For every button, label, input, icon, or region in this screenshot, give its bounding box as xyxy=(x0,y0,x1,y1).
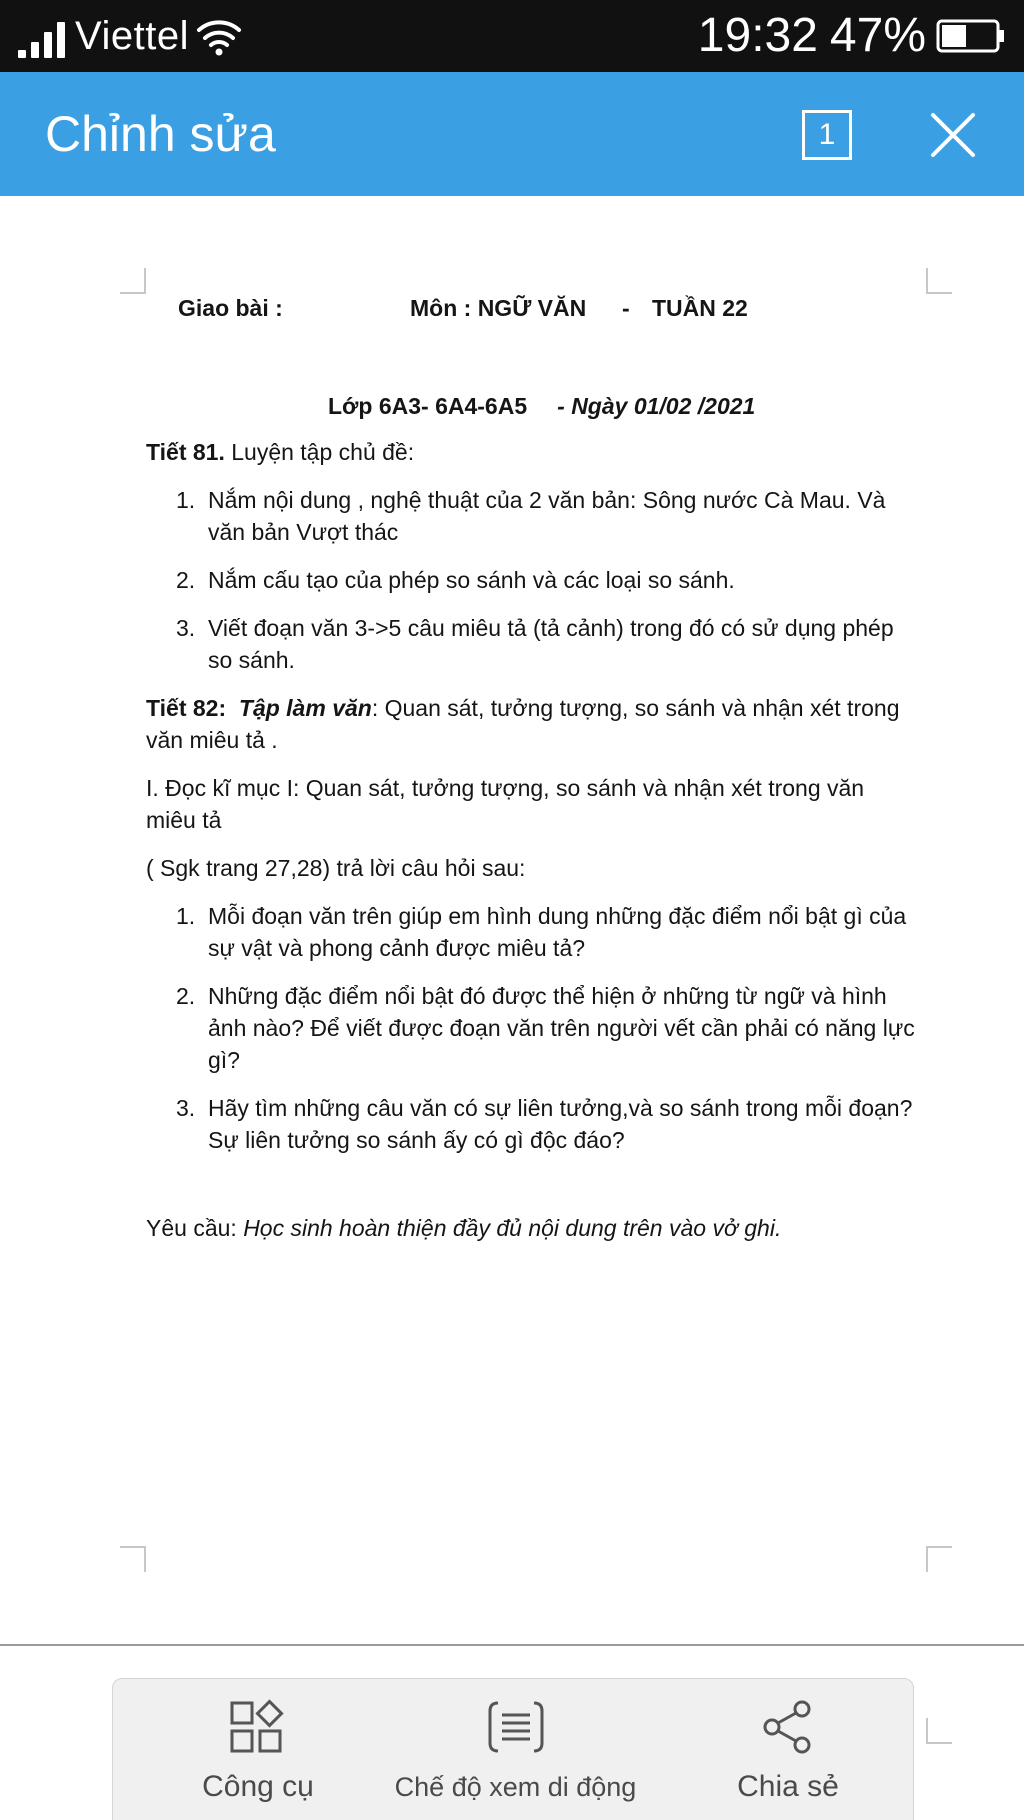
bottom-toolbar xyxy=(112,1678,914,1820)
clock: 19:32 xyxy=(697,9,818,62)
app-bar xyxy=(0,72,1024,196)
doc-ki-instruction: I. Đọc kĩ mục I: Quan sát, tưởng tượng, so sánh và nhận xét trong văn miêu tả xyxy=(146,775,865,833)
page-corner-mark xyxy=(926,1718,952,1744)
status-bar xyxy=(0,0,1024,72)
tiet-82-text: : Quan sát, tưởng tượng, so sánh và nhận xét trong văn miêu tả . xyxy=(146,695,900,753)
document-body xyxy=(146,436,916,1260)
app-bar-title: Chỉnh sửa xyxy=(45,106,276,162)
tools-button[interactable] xyxy=(183,1699,333,1805)
share-button[interactable] xyxy=(713,1699,863,1805)
list-item: 2. Những đặc điểm nổi bật đó được thể hiện ở những từ ngữ và hình ảnh nào? Để viết được đoạn văn trên người vết cần phải có năng lực gì? xyxy=(176,983,915,1073)
tiet-81-list xyxy=(146,484,916,676)
page-corner-mark xyxy=(120,268,146,294)
list-item: 1. Nắm nội dung , nghệ thuật của 2 văn bản: Sông nước Cà Mau. Và văn bản Vượt thác xyxy=(176,487,886,545)
requirement-label: Yêu cầu: xyxy=(146,1215,237,1241)
tiet-82-label: Tiết 82: xyxy=(146,695,227,721)
requirement-text: Học sinh hoàn thiện đầy đủ nội dung trên vào vở ghi. xyxy=(243,1215,782,1241)
carrier-name: Viettel xyxy=(75,14,189,58)
share-label: Chia sẻ xyxy=(737,1770,839,1803)
tiet-81-text: Luyện tập chủ đề: xyxy=(224,439,415,465)
tools-label: Công cụ xyxy=(202,1770,314,1803)
tiet-81-heading xyxy=(146,436,916,468)
class-date: - Ngày 01/02 /2021 xyxy=(557,393,756,419)
page-corner-mark xyxy=(120,1546,146,1572)
requirement xyxy=(146,1212,916,1244)
list-item: 1. Mỗi đoạn văn trên giúp em hình dung những đặc điểm nổi bật gì của sự vật và phong cảnh được miêu tả? xyxy=(176,903,907,961)
signal-icon xyxy=(18,18,65,58)
mobile-view-icon xyxy=(486,1699,546,1755)
class-line xyxy=(328,390,755,422)
page-count-button[interactable]: 1 xyxy=(802,110,852,160)
class-names: Lớp 6A3- 6A4-6A5 xyxy=(328,393,528,419)
wifi-icon xyxy=(195,14,243,58)
battery-icon xyxy=(936,19,1006,53)
header-subject: Môn : NGỮ VĂN xyxy=(410,295,587,321)
page-corner-mark xyxy=(926,268,952,294)
status-bar-left xyxy=(18,14,243,58)
battery-percent: 47% xyxy=(829,9,926,62)
document-viewer[interactable] xyxy=(0,196,1024,1644)
list-item: 3. Viết đoạn văn 3->5 câu miêu tả (tả cảnh) trong đó có sử dụng phép so sánh. xyxy=(176,615,894,673)
status-bar-right xyxy=(698,10,1006,62)
question-list xyxy=(146,900,916,1156)
list-item: 2. Nắm cấu tạo của phép so sánh và các loại so sánh. xyxy=(176,567,735,593)
page-corner-mark xyxy=(926,1546,952,1572)
sgk-reference: ( Sgk trang 27,28) trả lời câu hỏi sau: xyxy=(146,855,526,881)
close-icon[interactable] xyxy=(928,110,978,160)
mobile-view-button[interactable] xyxy=(373,1699,658,1805)
share-icon xyxy=(758,1699,818,1755)
tools-icon xyxy=(228,1699,288,1755)
header-dash: - xyxy=(622,295,630,321)
divider xyxy=(0,1644,1024,1646)
header-week: TUẦN 22 xyxy=(652,295,748,321)
list-item: 3. Hãy tìm những câu văn có sự liên tưởng,và so sánh trong mỗi đoạn? Sự liên tưởng so sánh ấy có gì độc đáo? xyxy=(176,1095,913,1153)
tiet-82-subject: Tập làm văn xyxy=(238,695,372,721)
tiet-81-label: Tiết 81. xyxy=(146,439,225,465)
mobile-view-label: Chế độ xem di động xyxy=(394,1772,637,1802)
header-giao-bai: Giao bài : xyxy=(178,295,283,321)
tiet-82-heading xyxy=(146,692,916,756)
